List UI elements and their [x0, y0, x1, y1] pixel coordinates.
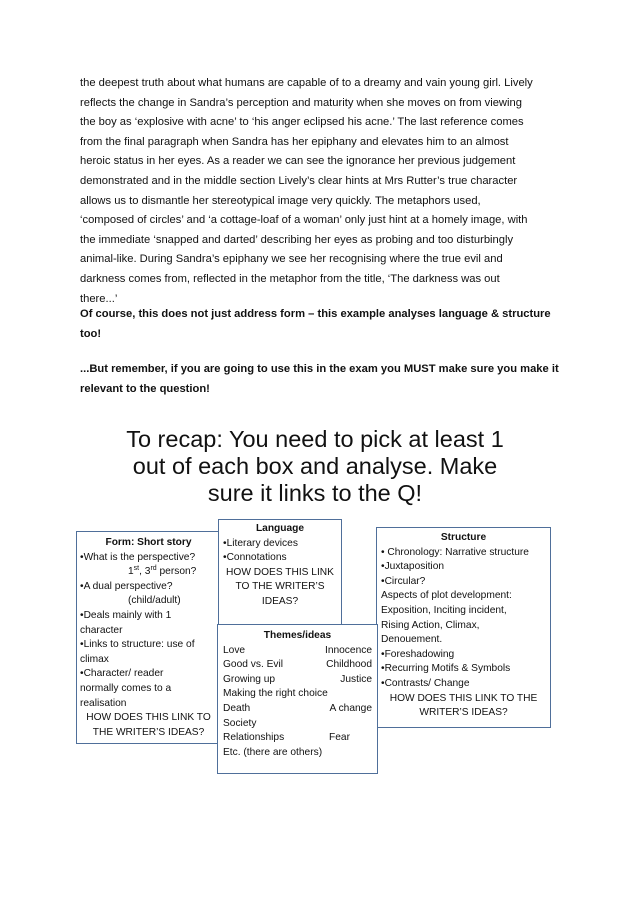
form-item: character	[80, 624, 123, 636]
form-note	[80, 305, 560, 344]
body-line: darkness comes from, reflected in the metaphor from the title, ‘The darkness was out	[80, 272, 500, 285]
recap-line: To recap: You need to pick at least 1	[126, 426, 504, 452]
structure-question: WRITER’S IDEAS?	[419, 707, 508, 719]
body-line: reflects the change in Sandra’s perception and maturity when she moves on from viewing	[80, 96, 522, 109]
structure-item: •Recurring Motifs & Symbols	[381, 663, 511, 675]
form-box	[76, 531, 222, 744]
form-item: normally comes to a	[80, 682, 172, 694]
structure-item: •Circular?	[381, 575, 426, 587]
structure-item: •Juxtaposition	[381, 561, 445, 573]
themes-box	[217, 624, 378, 774]
form-item: climax	[80, 653, 109, 665]
form-item: •A dual perspective?	[80, 580, 173, 592]
language-box	[218, 519, 342, 627]
themes-row: Growing up Justice	[223, 673, 372, 685]
form-item: 1st, 3rd person?	[128, 565, 197, 578]
themes-row: Society	[223, 717, 257, 729]
body-line: animal-like. During Sandra’s epiphany we see her recognising where the true evil and	[80, 253, 503, 266]
themes-box-title: Themes/ideas	[263, 630, 332, 641]
body-line: allows us to dismantle her stereotypical image very quickly. The metaphors used,	[80, 194, 481, 207]
structure-item: •Contrasts/ Change	[381, 677, 470, 689]
recap-line: sure it links to the Q!	[207, 480, 423, 506]
note-line: too!	[80, 327, 102, 340]
language-question: HOW DOES THIS LINK	[226, 566, 334, 578]
structure-question: HOW DOES THIS LINK TO THE	[389, 692, 538, 704]
language-question: TO THE WRITER’S	[235, 581, 325, 593]
body-line: demonstrated and in the middle section Lively’s clear hints at Mrs Rutter’s true character	[80, 174, 518, 187]
structure-item: Exposition, Inciting incident,	[381, 604, 507, 616]
exam-reminder	[80, 360, 560, 399]
body-line: the immediate ‘snapped and darted’ describing her eyes as probing and too disturbingly	[80, 233, 514, 246]
body-line: from the final paragraph when Sandra has her epiphany and elevates him to an almost	[80, 135, 509, 148]
recap-heading	[100, 426, 530, 507]
language-question: IDEAS?	[261, 595, 299, 607]
themes-row: Death A change	[223, 702, 372, 714]
form-item: •Deals mainly with 1	[80, 609, 172, 621]
form-item: (child/adult)	[128, 595, 181, 607]
language-item: •Literary devices	[223, 537, 298, 549]
language-box-title: Language	[255, 523, 305, 534]
form-box-title: Form: Short story	[105, 537, 192, 548]
structure-item: Aspects of plot development:	[381, 590, 512, 602]
themes-row: Love Innocence	[223, 644, 372, 656]
note-line: ...But remember, if you are going to use this in the exam you MUST make sure you make it	[80, 363, 559, 375]
form-item: •Links to structure: use of	[80, 639, 195, 651]
body-line: heroic status in her eyes. As a reader we can see the ignorance her previous judgement	[80, 155, 516, 168]
form-item: realisation	[80, 697, 127, 709]
note-line: relevant to the question!	[80, 382, 210, 395]
structure-item: • Chronology: Narrative structure	[381, 546, 529, 558]
body-line: the deepest truth about what humans are capable of to a dreamy and vain young girl. Lively	[80, 77, 533, 89]
language-item: •Connotations	[223, 552, 287, 564]
themes-row: Good vs. Evil Childhood	[223, 659, 372, 671]
themes-row: Etc. (there are others)	[223, 746, 323, 758]
form-question: THE WRITER’S IDEAS?	[92, 726, 205, 738]
structure-box	[376, 527, 551, 728]
note-line: Of course, this does not just address form – this example analyses language & structure	[80, 308, 551, 320]
form-item: •Character/ reader	[80, 668, 164, 680]
themes-row: Making the right choice	[223, 688, 328, 700]
recap-line: out of each box and analyse. Make	[132, 453, 498, 479]
form-question: HOW DOES THIS LINK TO	[86, 712, 211, 724]
body-paragraph	[80, 74, 560, 309]
structure-item: Rising Action, Climax,	[381, 619, 480, 631]
structure-box-title: Structure	[440, 532, 487, 543]
body-line: the boy as ‘explosive with acne’ to ‘his anger eclipsed his acne.’ The last reference comes	[80, 116, 524, 129]
body-line: ‘composed of circles’ and ‘a cottage-loaf of a woman’ only just hint at a homely image, with	[80, 214, 528, 227]
form-item: •What is the perspective?	[80, 551, 196, 563]
structure-item: •Foreshadowing	[381, 648, 455, 660]
themes-row: Relationships Fear	[223, 732, 350, 744]
structure-item: Denouement.	[381, 634, 443, 646]
body-line: there...’	[80, 292, 118, 305]
